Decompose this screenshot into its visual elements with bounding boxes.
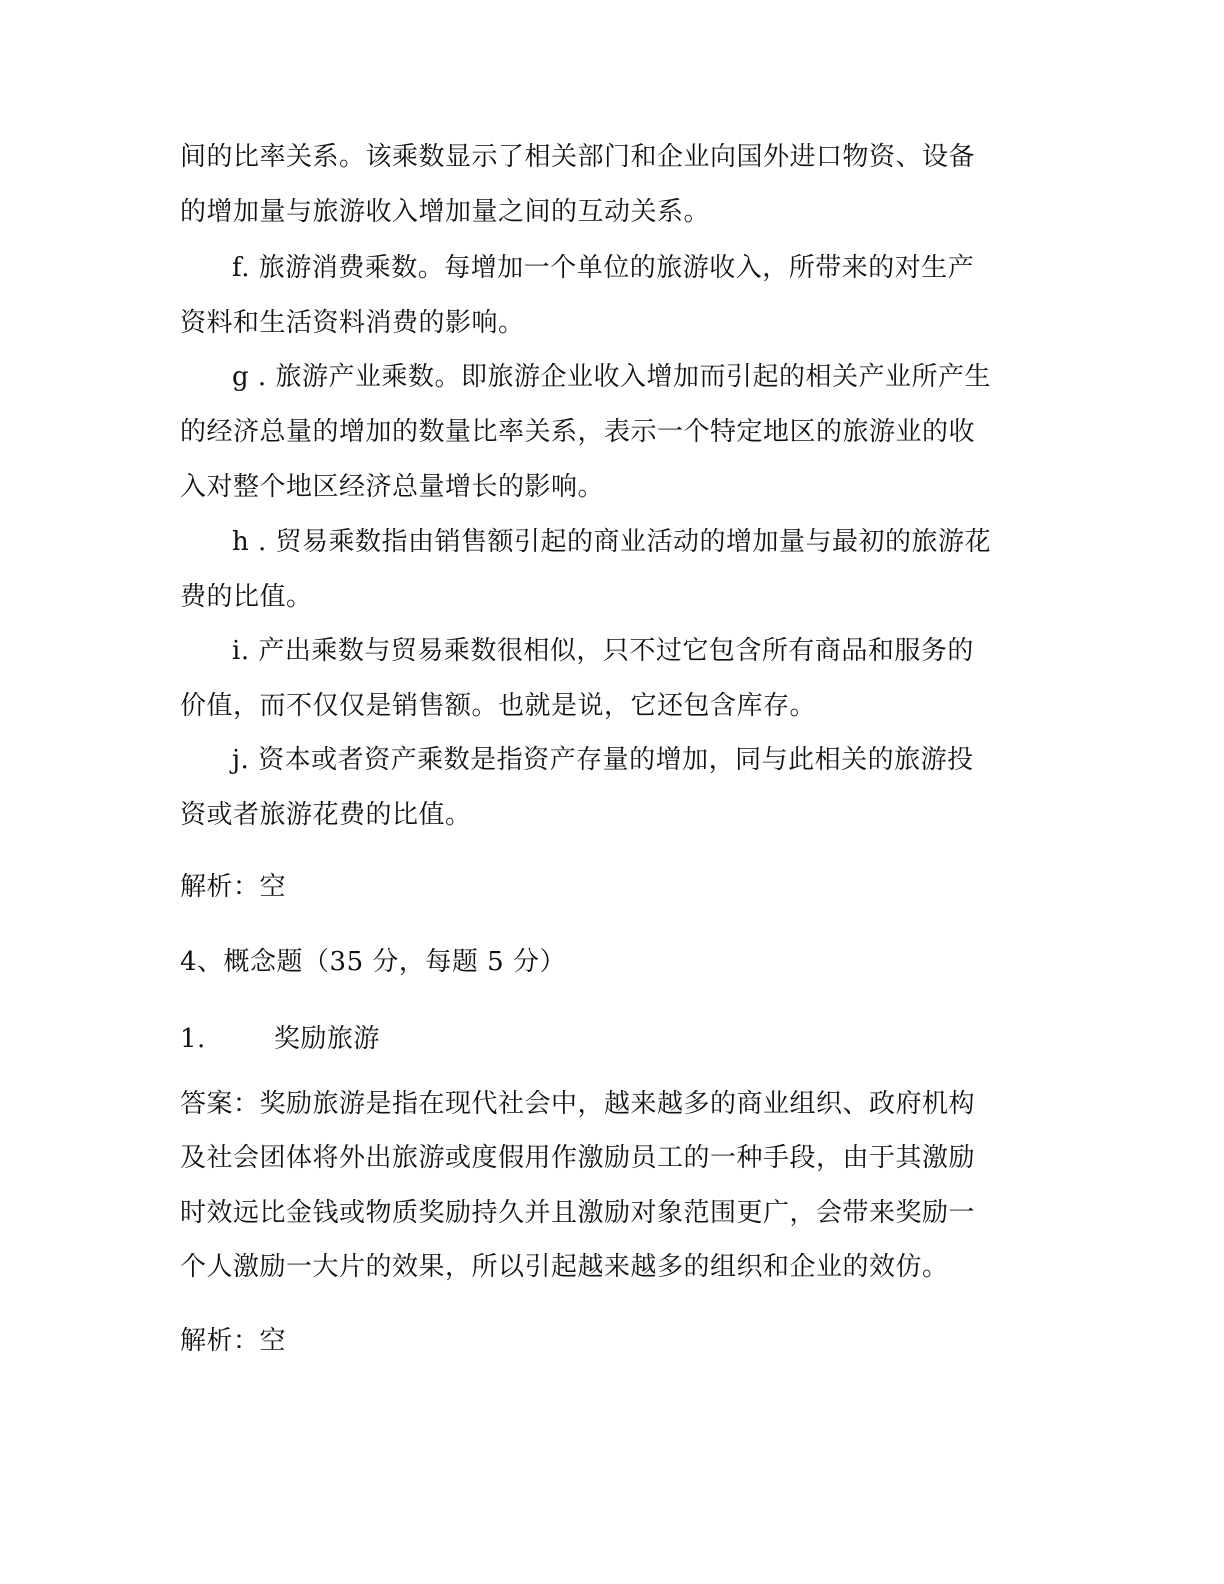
concept-item xyxy=(180,1022,1040,1056)
paragraph-line: 的经济总量的增加的数量比率关系，表示一个特定地区的旅游业的收 xyxy=(180,417,976,447)
answer-line: 答案：奖励旅游是指在现代社会中，越来越多的商业组织、政府机构 xyxy=(180,1089,976,1119)
item-title: 奖励旅游 xyxy=(273,1024,380,1054)
answer-line: 时效远比金钱或物质奖励持久并且激励对象范围更广，会带来奖励一 xyxy=(180,1198,976,1228)
answer-line: 个人激励一大片的效果，所以引起越来越多的组织和企业的效仿。 xyxy=(180,1252,949,1282)
paragraph-line: h . 贸易乘数指由销售额引起的商业活动的增加量与最初的旅游花 xyxy=(232,527,992,557)
paragraph-line: i. 产出乘数与贸易乘数很相似，只不过它包含所有商品和服务的 xyxy=(232,636,974,666)
item-number: 1. xyxy=(180,1024,206,1054)
analysis-text: 解析：空 xyxy=(180,872,287,902)
paragraph-line: g . 旅游产业乘数。即旅游企业收入增加而引起的相关产业所产生 xyxy=(232,362,991,392)
paragraph-line: 的增加量与旅游收入增加量之间的互动关系。 xyxy=(180,197,711,227)
paragraph-line: 入对整个地区经济总量增长的影响。 xyxy=(180,472,605,502)
section-heading: 4、概念题（35 分，每题 5 分） xyxy=(180,947,566,977)
analysis-text: 解析：空 xyxy=(180,1326,287,1356)
paragraph-line: 价值，而不仅仅是销售额。也就是说，它还包含库存。 xyxy=(180,691,817,721)
paragraph-line: 资或者旅游花费的比值。 xyxy=(180,800,472,830)
answer-line: 及社会团体将外出旅游或度假用作激励员工的一种手段，由于其激励 xyxy=(180,1143,976,1173)
paragraph-line: 间的比率关系。该乘数显示了相关部门和企业向国外进口物资、设备 xyxy=(180,142,976,172)
paragraph-line: 资料和生活资料消费的影响。 xyxy=(180,308,525,338)
paragraph-line: 费的比值。 xyxy=(180,582,313,612)
paragraph-line: j. 资本或者资产乘数是指资产存量的增加，同与此相关的旅游投 xyxy=(232,745,974,775)
paragraph-line: f. 旅游消费乘数。每增加一个单位的旅游收入，所带来的对生产 xyxy=(232,253,975,283)
